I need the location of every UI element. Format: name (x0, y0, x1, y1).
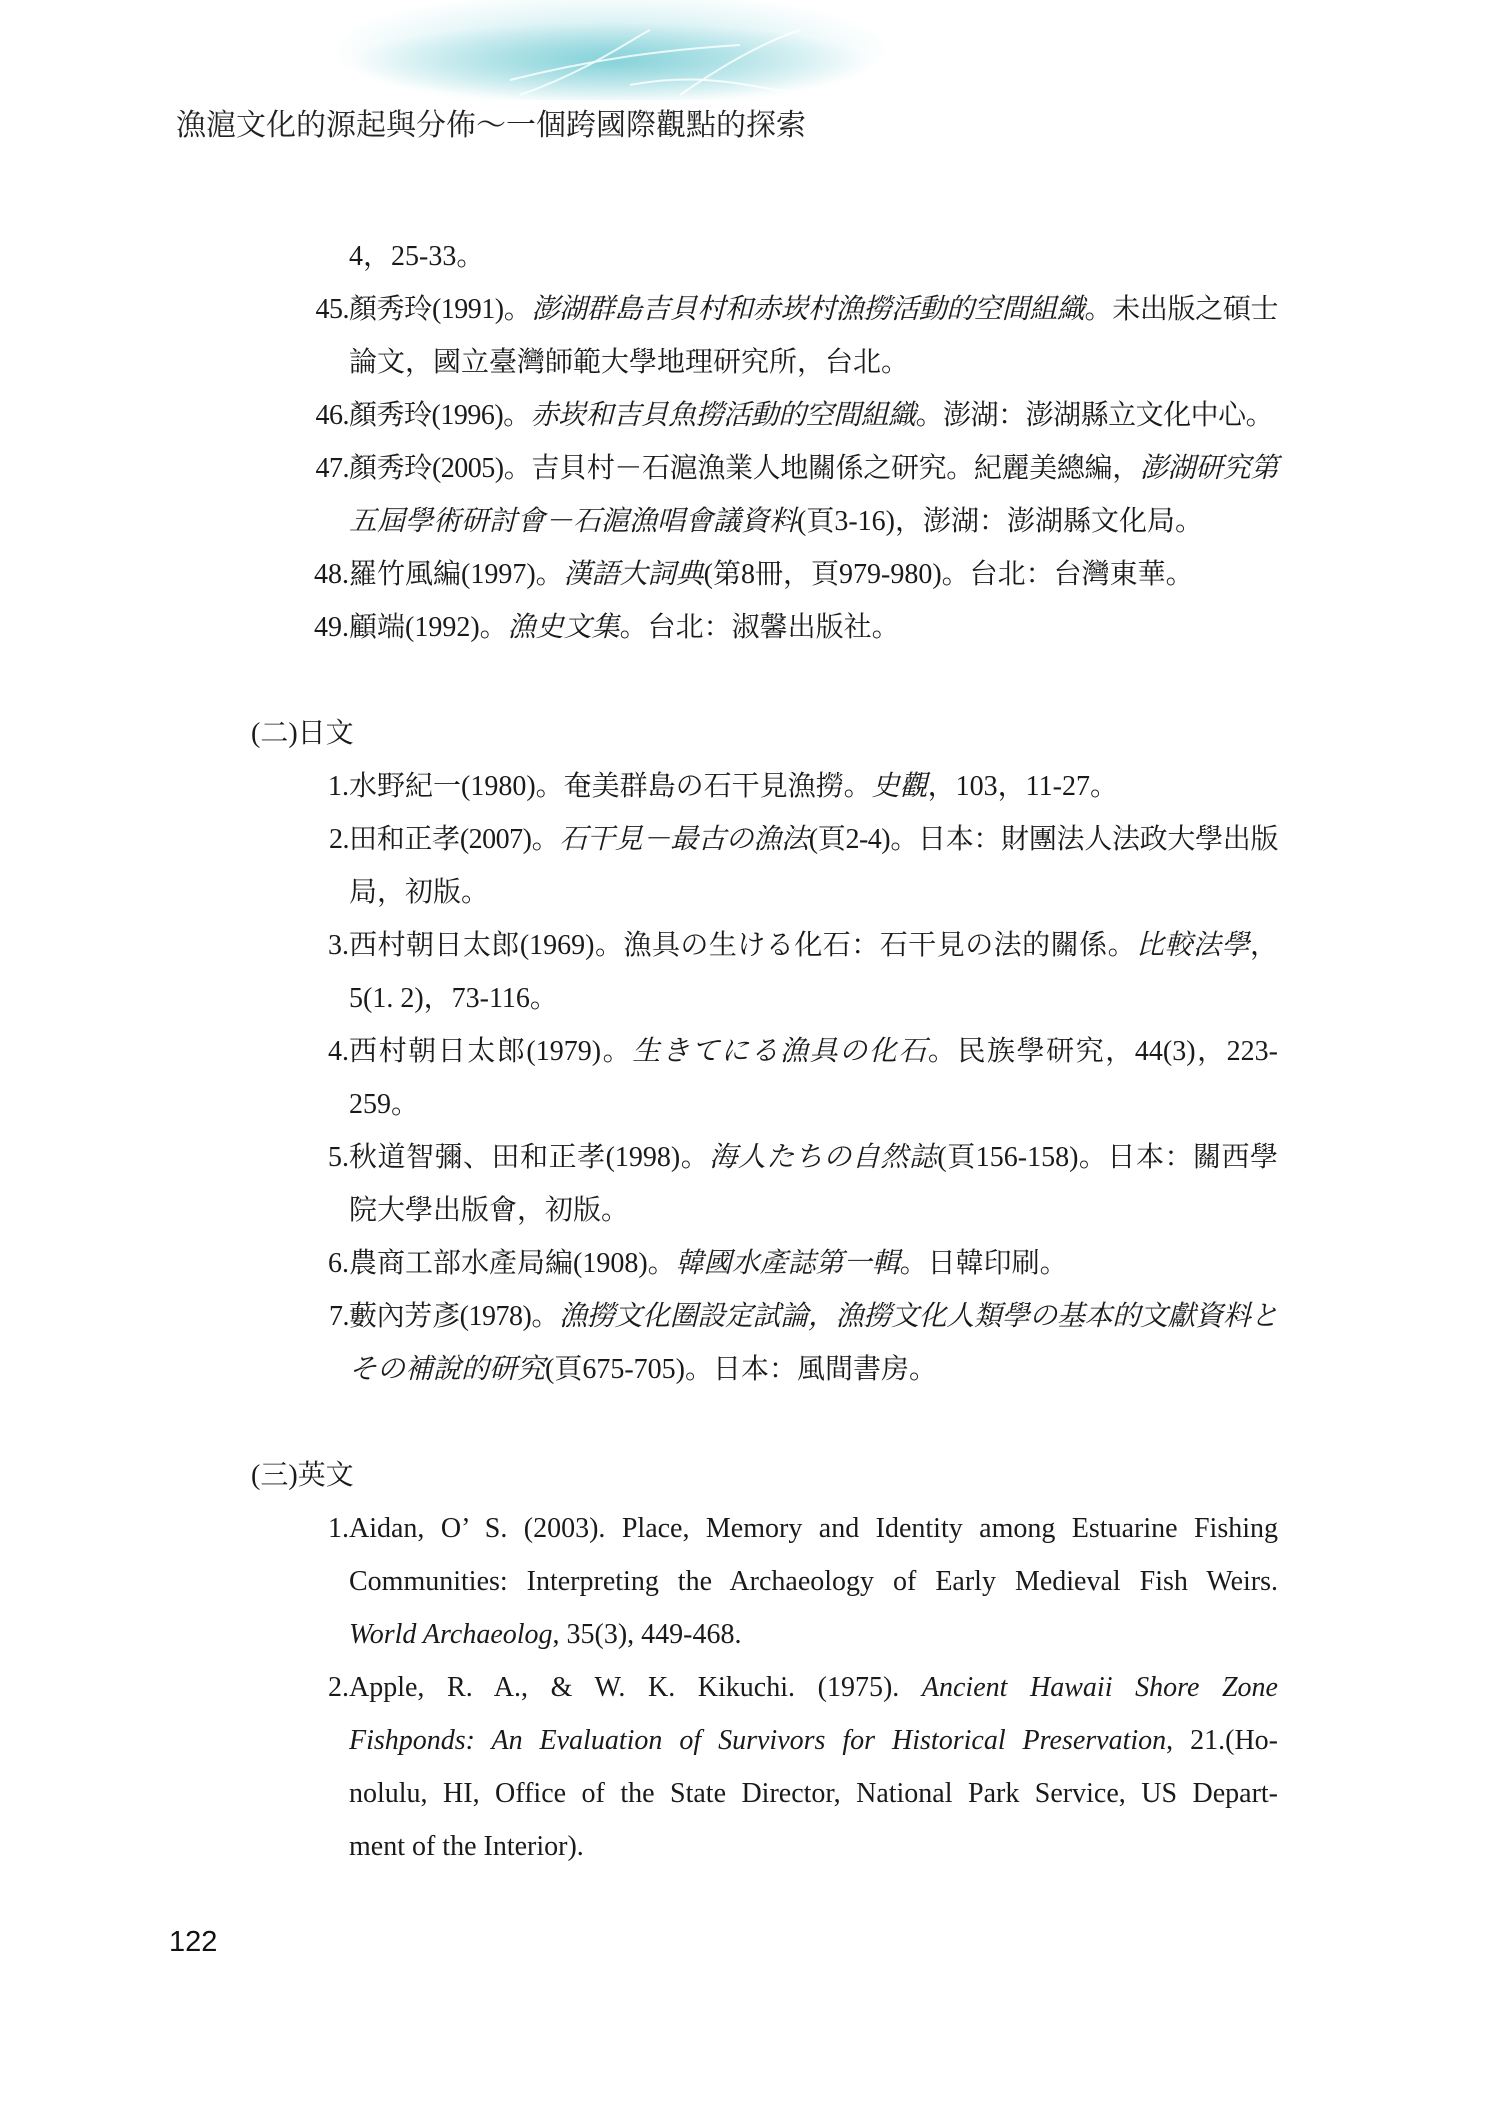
reference-line (315, 283, 1278, 336)
reference-text: ment of the Interior). (349, 1831, 584, 1862)
reference-text: (頁3-16)，澎湖：澎湖縣文化局。 (797, 506, 1203, 537)
reference-text: 局，初版。 (349, 877, 490, 908)
reference-text: 顧端(1992)。 (349, 612, 508, 643)
reference-title-italic: 澎湖研究第 (1139, 453, 1278, 484)
reference-title-italic: 石干見－最古の漁法 (559, 824, 809, 855)
reference-title-italic: 五屆學術研討會－石滬漁唱會議資料 (349, 506, 798, 537)
reference-title-italic: 漢語大詞典 (563, 559, 704, 590)
reference-title-italic: 史觀 (871, 771, 928, 802)
reference-line (328, 760, 1278, 813)
reference-text: 4，25-33。 (349, 241, 485, 272)
reference-text: 水野紀一(1980)。奄美群島の石干見漁撈。 (349, 771, 872, 802)
header-banner-image (330, 0, 890, 100)
reference-number: 49. (314, 612, 349, 643)
reference-title-italic: 韓國水產誌第一輯 (675, 1248, 900, 1279)
reference-line (329, 813, 1278, 866)
reference-line (349, 1608, 1278, 1661)
sea-illustration (330, 0, 890, 100)
reference-number: 47. (315, 453, 349, 484)
reference-number: 2. (329, 824, 349, 855)
reference-text: 論文，國立臺灣師範大學地理研究所，台北。 (349, 347, 910, 378)
reference-title-italic: 赤崁和吉貝魚撈活動的空間組織 (530, 400, 916, 431)
reference-line (349, 1078, 1278, 1131)
reference-title-italic: World Archaeolog (349, 1619, 553, 1650)
reference-line (349, 230, 1278, 283)
reference-text: , 21.(Ho- (1166, 1725, 1278, 1756)
reference-line (349, 1184, 1278, 1237)
reference-text: Communities: Interpreting the Archaeology of Early Medieval Fish Weirs. (349, 1566, 1278, 1597)
reference-text: 西村朝日太郎(1969)。漁具の生ける化石：石干見の法的關係。 (349, 930, 1137, 961)
reference-text: 院大學出版會，初版。 (349, 1195, 630, 1226)
reference-text: Apple, R. A., & W. K. Kikuchi. (1975). (349, 1672, 922, 1703)
reference-line (314, 601, 1278, 654)
reference-title-italic: 漁史文集 (507, 612, 620, 643)
page-number: 122 (169, 1926, 218, 1958)
reference-number: 5. (328, 1142, 349, 1173)
reference-line (349, 1767, 1278, 1820)
reference-text: 田和正孝(2007)。 (349, 824, 560, 855)
reference-title-italic: 比較法學 (1136, 930, 1250, 961)
reference-text: 。民族學研究，44(3)，223- (927, 1036, 1278, 1067)
section-heading: (二)日文 (251, 718, 354, 749)
reference-text: (頁2-4)。日本：財團法人法政大學出版 (808, 824, 1278, 855)
reference-title-italic: その補說的研究 (349, 1354, 546, 1385)
reference-line (329, 1290, 1278, 1343)
reference-title-italic: 生きてにる漁具の化石 (632, 1036, 928, 1067)
reference-number: 7. (329, 1301, 349, 1332)
reference-line (349, 336, 1278, 389)
reference-title-italic: 海人たちの自然誌 (709, 1142, 938, 1173)
reference-line (349, 1820, 1278, 1873)
reference-text: 顏秀玲(2005)。吉貝村－石滬漁業人地關係之研究。紀麗美總編， (349, 453, 1140, 484)
reference-line (349, 1343, 1278, 1396)
reference-line (349, 1714, 1278, 1767)
reference-title-italic: Ancient Hawaii Shore Zone (921, 1672, 1278, 1703)
reference-title-italic: 澎湖群島吉貝村和赤崁村漁撈活動的空間組織 (531, 294, 1085, 325)
reference-line (315, 442, 1278, 495)
reference-number: 6. (328, 1248, 349, 1279)
reference-number: 1. (328, 1513, 349, 1544)
reference-number: 48. (314, 559, 349, 590)
reference-text: ，103，11-27。 (927, 771, 1118, 802)
reference-line (314, 548, 1278, 601)
reference-text: 259。 (349, 1089, 420, 1120)
reference-line (328, 1661, 1278, 1714)
reference-text: 農商工部水產局編(1908)。 (349, 1248, 676, 1279)
reference-number: 46. (315, 400, 349, 431)
reference-text: ， (1249, 930, 1278, 961)
reference-line (349, 1555, 1278, 1608)
reference-text: , 35(3), 449-468. (552, 1619, 742, 1650)
reference-text: 藪內芳彥(1978)。 (349, 1301, 560, 1332)
section-heading: (三)英文 (251, 1460, 354, 1491)
reference-line (328, 1131, 1278, 1184)
reference-number: 3. (328, 930, 349, 961)
reference-text: 5(1. 2)，73-116。 (349, 983, 558, 1014)
reference-text: 。台北：淑馨出版社。 (619, 612, 900, 643)
reference-text: 。日韓印刷。 (899, 1248, 1068, 1279)
reference-text: 顏秀玲(1996)。 (349, 400, 531, 431)
reference-line (328, 919, 1278, 972)
reference-text: 。未出版之碩士 (1084, 294, 1278, 325)
reference-number: 2. (328, 1672, 349, 1703)
reference-text: 秋道智彌、田和正孝(1998)。 (349, 1142, 710, 1173)
references-list (0, 230, 1500, 1873)
reference-line (349, 866, 1278, 919)
reference-line (349, 972, 1278, 1025)
reference-number: 4. (328, 1036, 349, 1067)
reference-line (328, 1237, 1278, 1290)
reference-text: Aidan, O’ S. (2003). Place, Memory and Identity among Estuarine Fishing (349, 1513, 1278, 1544)
reference-text: (第8冊，頁979-980)。台北：台灣東華。 (703, 559, 1194, 590)
reference-text: 顏秀玲(1991)。 (349, 294, 532, 325)
reference-number: 45. (315, 294, 349, 325)
reference-text: (頁675-705)。日本：風間書房。 (545, 1354, 937, 1385)
reference-number: 1. (328, 771, 349, 802)
running-header-title: 漁滬文化的源起與分佈～一個跨國際觀點的探索 (176, 108, 806, 143)
reference-line (328, 1025, 1278, 1078)
reference-line (349, 495, 1278, 548)
reference-text: (頁156-158)。日本：關西學 (937, 1142, 1278, 1173)
reference-text: 羅竹風編(1997)。 (349, 559, 564, 590)
reference-title-italic: Fishponds: An Evaluation of Survivors for Historical Preservation (349, 1725, 1167, 1756)
reference-line (315, 389, 1278, 442)
reference-text: 。澎湖：澎湖縣立文化中心。 (915, 400, 1274, 431)
reference-text: nolulu, HI, Office of the State Director, National Park Service, US Depart- (349, 1778, 1278, 1809)
reference-title-italic: 漁撈文化圈設定試論，漁撈文化人類學の基本的文獻資料と (559, 1301, 1278, 1332)
reference-line (328, 1502, 1278, 1555)
reference-text: 西村朝日太郎(1979)。 (349, 1036, 633, 1067)
